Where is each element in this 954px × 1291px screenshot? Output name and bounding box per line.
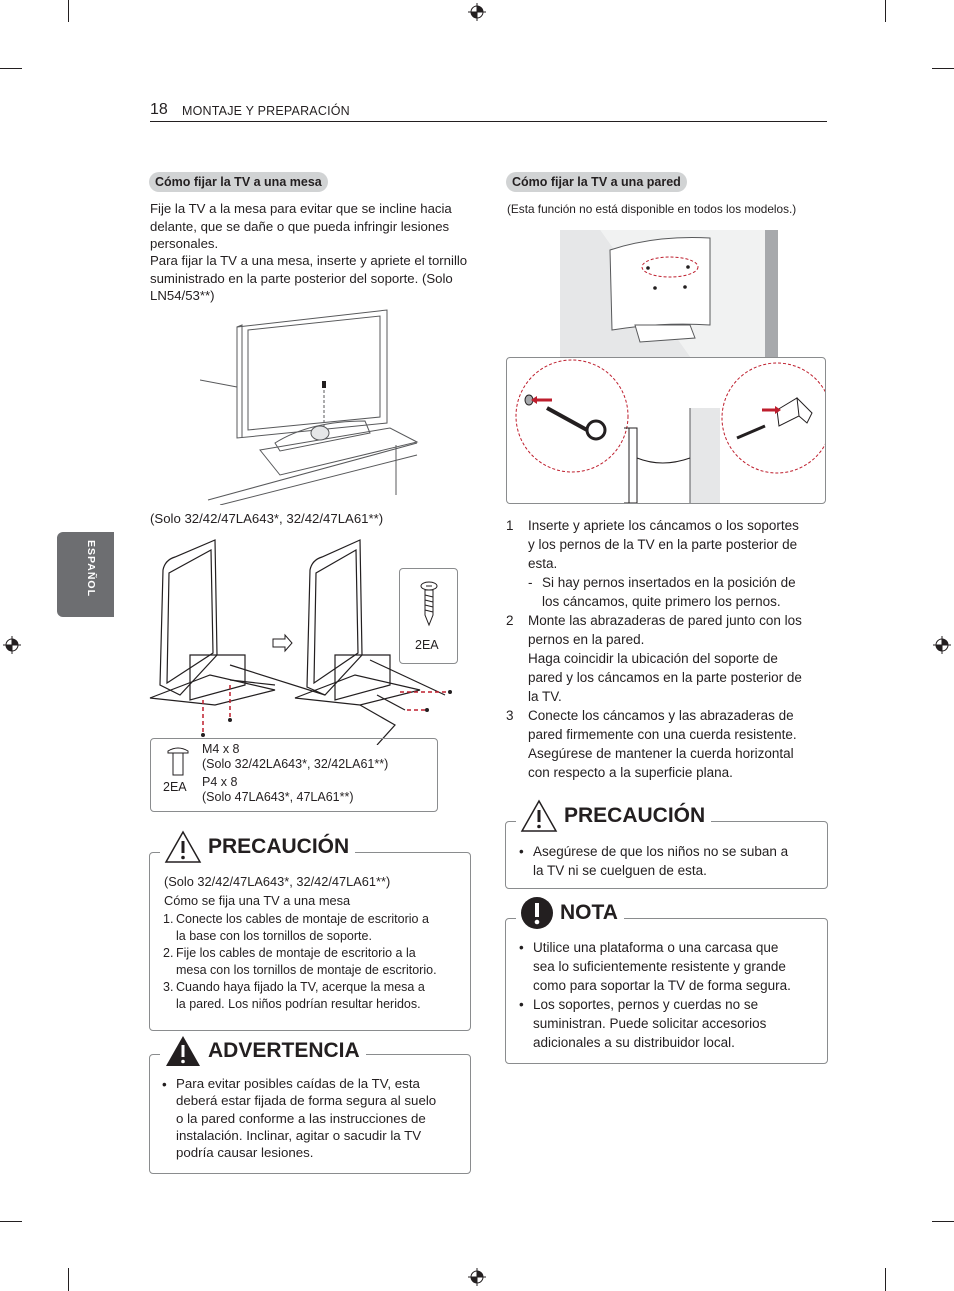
caution-text-right	[533, 842, 788, 880]
caution-item	[163, 911, 463, 945]
step-line: la TV.	[528, 689, 562, 704]
crop-mark	[885, 1268, 886, 1291]
caution-triangle-icon	[520, 799, 558, 833]
p4-spec	[202, 775, 354, 805]
registration-mark-icon	[3, 636, 21, 654]
step-item	[506, 611, 826, 706]
crop-mark	[932, 68, 954, 69]
step-line: Inserte y apriete los cáncamos o los soportes	[528, 518, 799, 533]
bolts-illustration-box	[506, 357, 826, 504]
note-line: como para soportar la TV de forma segura.	[533, 978, 791, 993]
caution-item-num: 2.	[163, 946, 174, 960]
m4-spec-size: M4 x 8	[202, 742, 240, 756]
crop-mark	[68, 1268, 69, 1291]
step-text	[528, 516, 799, 573]
section-title: MONTAJE Y PREPARACIÓN	[182, 104, 350, 118]
note-line: Utilice una plataforma o una carcasa que	[533, 940, 779, 955]
model-note: (Solo 32/42/47LA643*, 32/42/47LA61**)	[150, 511, 384, 526]
wall-note: (Esta función no está disponible en todos los modelos.)	[507, 202, 797, 216]
caution-item-line: Cuando haya fijado la TV, acerque la mesa a	[176, 980, 425, 994]
warning-line: deberá estar fijada de forma segura al suelo	[176, 1093, 437, 1109]
registration-mark-icon	[468, 3, 486, 21]
caution-item	[163, 979, 463, 1013]
note-line: suministran. Puede solicitar accesorios	[533, 1016, 767, 1031]
step-subitem	[506, 573, 826, 611]
step-number: 2	[506, 613, 514, 628]
registration-mark-icon	[468, 1268, 486, 1286]
step-text	[528, 611, 802, 706]
crop-mark	[885, 0, 886, 22]
note-exclamation-icon	[520, 896, 554, 930]
caution-title-left	[160, 830, 355, 864]
caution-line: Asegúrese de que los niños no se suban a	[533, 844, 789, 859]
step-line: Conecte los cáncamos y las abrazaderas de	[528, 708, 794, 723]
m4-spec-models: (Solo 32/42LA643*, 32/42LA61**)	[202, 757, 389, 771]
step-line: Haga coincidir la ubicación del soporte de	[528, 651, 778, 666]
caution-subtitle: Cómo se fija una TV a una mesa	[164, 893, 351, 908]
note-bullet: •	[519, 940, 524, 955]
screw-qty: 2EA	[415, 638, 439, 652]
caution-line: la TV ni se cuelguen de esta.	[533, 863, 707, 878]
caution-title-right	[516, 799, 711, 833]
page-number: 18	[150, 101, 168, 118]
step-item	[506, 706, 826, 782]
bolt-icon	[166, 747, 190, 777]
crop-mark	[0, 1221, 22, 1222]
screw-callout	[399, 568, 458, 664]
warning-line: o la pared conforme a las instrucciones de	[176, 1110, 426, 1126]
tv-wall-illustration	[560, 230, 778, 357]
table-intro-1: Fije la TV a la mesa para evitar que se incline hacia delante, que se dañe o que pueda infringir lesiones personales.	[150, 201, 452, 251]
registration-mark-icon	[933, 636, 951, 654]
step-line: esta.	[528, 556, 558, 571]
caution-item-line: la base con los tornillos de soporte.	[176, 929, 372, 943]
note-line: adicionales a su distribuidor local.	[533, 1035, 735, 1050]
caution-item-text	[176, 979, 425, 1013]
note-line: Los soportes, pernos y cuerdas no se	[533, 997, 759, 1012]
step-line: con respecto a la superficie plana.	[528, 765, 733, 780]
wall-steps	[506, 516, 826, 782]
step-line: y los pernos de la TV en la parte posterior de	[528, 537, 798, 552]
warning-line: Para evitar posibles caídas de la TV, esta	[176, 1076, 420, 1091]
caution-item-num: 3.	[163, 980, 174, 994]
warning-text	[176, 1075, 436, 1161]
m4-spec	[202, 742, 388, 772]
step-line: Si hay pernos insertados en la posición de	[542, 575, 796, 590]
crop-mark	[932, 1221, 954, 1222]
p4-spec-size: P4 x 8	[202, 775, 238, 789]
warning-bullet: •	[162, 1077, 167, 1092]
warning-triangle-icon	[164, 1034, 202, 1068]
warning-title	[160, 1034, 366, 1068]
header-rule	[150, 121, 827, 122]
caution-item	[163, 945, 463, 979]
note-text-2	[533, 995, 766, 1052]
caution-models: (Solo 32/42/47LA643*, 32/42/47LA61**)	[164, 874, 391, 889]
caution-triangle-icon	[164, 830, 202, 864]
step-text	[528, 706, 797, 782]
eyebolt-bracket-illustration	[507, 358, 825, 503]
language-tab	[57, 532, 114, 617]
caution-item-line: Conecte los cables de montaje de escritorio a	[176, 912, 429, 926]
note-line: sea lo suficientemente resistente y grande	[533, 959, 786, 974]
crop-mark	[68, 0, 69, 22]
tv-on-table-illustration	[200, 305, 425, 505]
caution-item-text	[176, 911, 429, 945]
warning-title-text: ADVERTENCIA	[208, 1039, 360, 1062]
screw-spec-box	[150, 738, 438, 812]
wall-heading: Cómo fijar la TV a una pared	[506, 172, 687, 192]
language-tab-label: ESPAÑOL	[85, 540, 97, 597]
caution-list-left	[163, 911, 463, 1013]
step-line: pared y los cáncamos en la parte posterior de	[528, 670, 802, 685]
caution-item-line: Fije los cables de montaje de escritorio a la	[176, 946, 416, 960]
note-text-1	[533, 938, 791, 995]
table-intro-2: Para fijar la TV a una mesa, inserte y apriete el tornillo suministrado en la parte posterior del soporte. (Solo LN54/53**)	[150, 253, 468, 303]
step-number: 3	[506, 708, 514, 723]
p4-spec-models: (Solo 47LA643*, 47LA61**)	[202, 790, 354, 804]
table-heading: Cómo fijar la TV a una mesa	[149, 172, 328, 192]
caution-item-text	[176, 945, 437, 979]
step-dash: -	[528, 575, 533, 590]
screw-box-qty: 2EA	[163, 780, 187, 794]
step-line: pernos en la pared.	[528, 632, 645, 647]
caution-title-text: PRECAUCIÓN	[564, 804, 706, 827]
step-line: pared firmemente con una cuerda resistente.	[528, 727, 797, 742]
warning-line: instalación. Inclinar, agitar o sacudir la TV	[176, 1127, 422, 1143]
caution-item-line: mesa con los tornillos de montaje de escritorio.	[176, 963, 437, 977]
step-item	[506, 516, 826, 573]
step-line: Asegúrese de mantener la cuerda horizontal	[528, 746, 794, 761]
step-number: 1	[506, 518, 514, 533]
note-bullet: •	[519, 997, 524, 1012]
caution-item-line: la pared. Los niños podrían resultar heridos.	[176, 997, 421, 1011]
step-line: los cáncamos, quite primero los pernos.	[542, 594, 781, 609]
caution-bullet: •	[519, 844, 524, 859]
warning-line: podría causar lesiones.	[176, 1145, 314, 1161]
note-title	[516, 896, 624, 930]
caution-title-text: PRECAUCIÓN	[208, 835, 350, 858]
crop-mark	[0, 68, 22, 69]
note-title-text: NOTA	[560, 901, 618, 924]
step-text	[542, 573, 796, 611]
caution-item-num: 1.	[163, 912, 174, 926]
step-line: Monte las abrazaderas de pared junto con los	[528, 613, 802, 628]
screw-icon	[419, 581, 439, 627]
